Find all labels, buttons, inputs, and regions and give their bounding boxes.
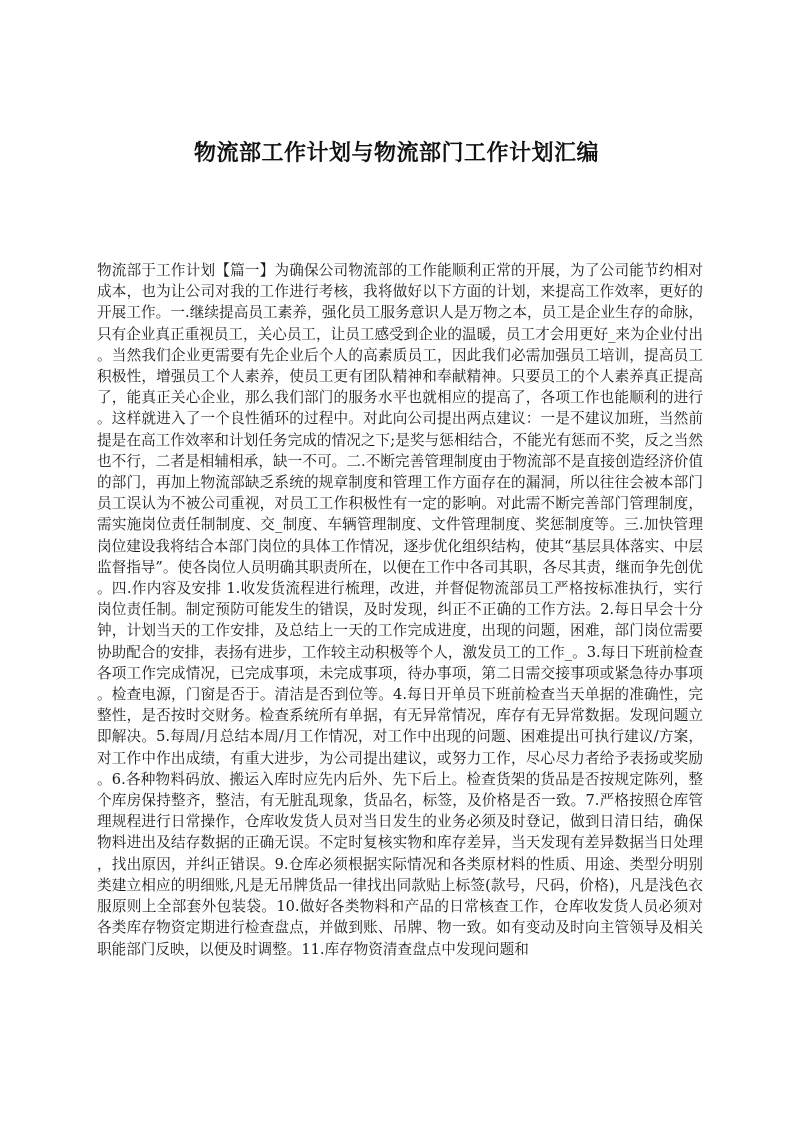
- document-body-paragraph: 物流部于工作计划【篇一】为确保公司物流部的工作能顺利正常的开展，为了公司能节约相对成本，也为让公司对我的工作进行考核，我将做好以下方面的计划，来提高工作效率，更好的开展工作。一.继续提高员工素养，强化员工服务意识人是万物之本，员工是企业生存的命脉，只有企业真正重视员工，关心员工，让员工感受到企业的温暖，员工才会用更好_来为企业付出。当然我们企业更需要有先企业后个人的高素质员工，因此我们必需加强员工培训，提高员工积极性，增强员工个人素养，使员工更有团队精神和奉献精神。只要员工的个人素养真正提高了，能真正关心企业，那么我们部门的服务水平也就相应的提高了，各项工作也能顺利的进行。这样就进入了一个良性循环的过程中。对此向公司提出两点建议：一是不建议加班，当然前提是在高工作效率和计划任务完成的情况之下;是奖与惩相结合，不能光有惩而不奖，反之当然也不行，二者是相辅相承，缺一不可。二.不断完善管理制度由于物流部不是直接创造经济价值的部门，再加上物流部缺乏系统的规章制度和管理工作方面存在的漏洞，所以往往会被本部门员工误认为不被公司重视，对员工工作积极性有一定的影响。对此需不断完善部门管理制度，需实施岗位责任制制度、交_制度、车辆管理制度、文件管理制度、奖惩制度等。三.加快管理岗位建设我将结合本部门岗位的具体工作情况，逐步优化组织结构，使其“基层具体落实、中层监督指导”。使各岗位人员明确其职责所在，以便在工作中各司其职，各尽其责，继而争先创优。四.作内容及安排 1.收发货流程进行梳理，改进，并督促物流部员工严格按标准执行，实行岗位责任制。制定预防可能发生的错误，及时发现，纠正不正确的工作方法。2.每日早会十分钟，计划当天的工作安排，及总结上一天的工作完成进度，出现的问题，困难，部门岗位需要协助配合的安排，表扬有进步，工作较主动积极等个人，激发员工的工作_。3.每日下班前检查各项工作完成情况，已完成事项，未完成事项，待办事项，第二日需交接事项或紧急待办事项。检查电源，门窗是否于。清洁是否到位等。4.每日开单员下班前检查当天单据的准确性，完整性，是否按时交财务。检查系统所有单据，有无异常情况，库存有无异常数据。发现问题立即解决。5.每周/月总结本周/月工作情况，对工作中出现的问题、困难提出可执行建议/方案，对工作中作出成绩，有重大进步，为公司提出建议，或努力工作，尽心尽力者给予表扬或奖励。6.各种物料码放、搬运入库时应先内后外、先下后上。检查货架的货品是否按规定陈列，整个库房保持整齐，整洁，有无脏乱现象，货品名，标签，及价格是否一致。7.严格按照仓库管理规程进行日常操作，仓库收发货人员对当日发生的业务必须及时登记，做到日清日结，确保物料进出及结存数据的正确无误。不定时复核实物和库存差异，当天发现有差异数据当日处理，找出原因，并纠正错误。9.仓库必须根据实际情况和各类原材料的性质、用途、类型分明别类建立相应的明细账,凡是无吊牌货品一律找出同款贴上标签(款号，尺码，价格)，凡是浅色衣服原则上全部套外包装袋。10.做好各类物料和产品的日常核查工作，仓库收发货人员必须对各类库存物资定期进行检查盘点，并做到账、吊牌、物一致。如有变动及时向主管领导及相关职能部门反映，以便及时调整。11.库存物资清查盘点中发现问题和: [97, 262, 703, 958]
- document-title: 物流部工作计划与物流部门工作计划汇编: [193, 140, 599, 166]
